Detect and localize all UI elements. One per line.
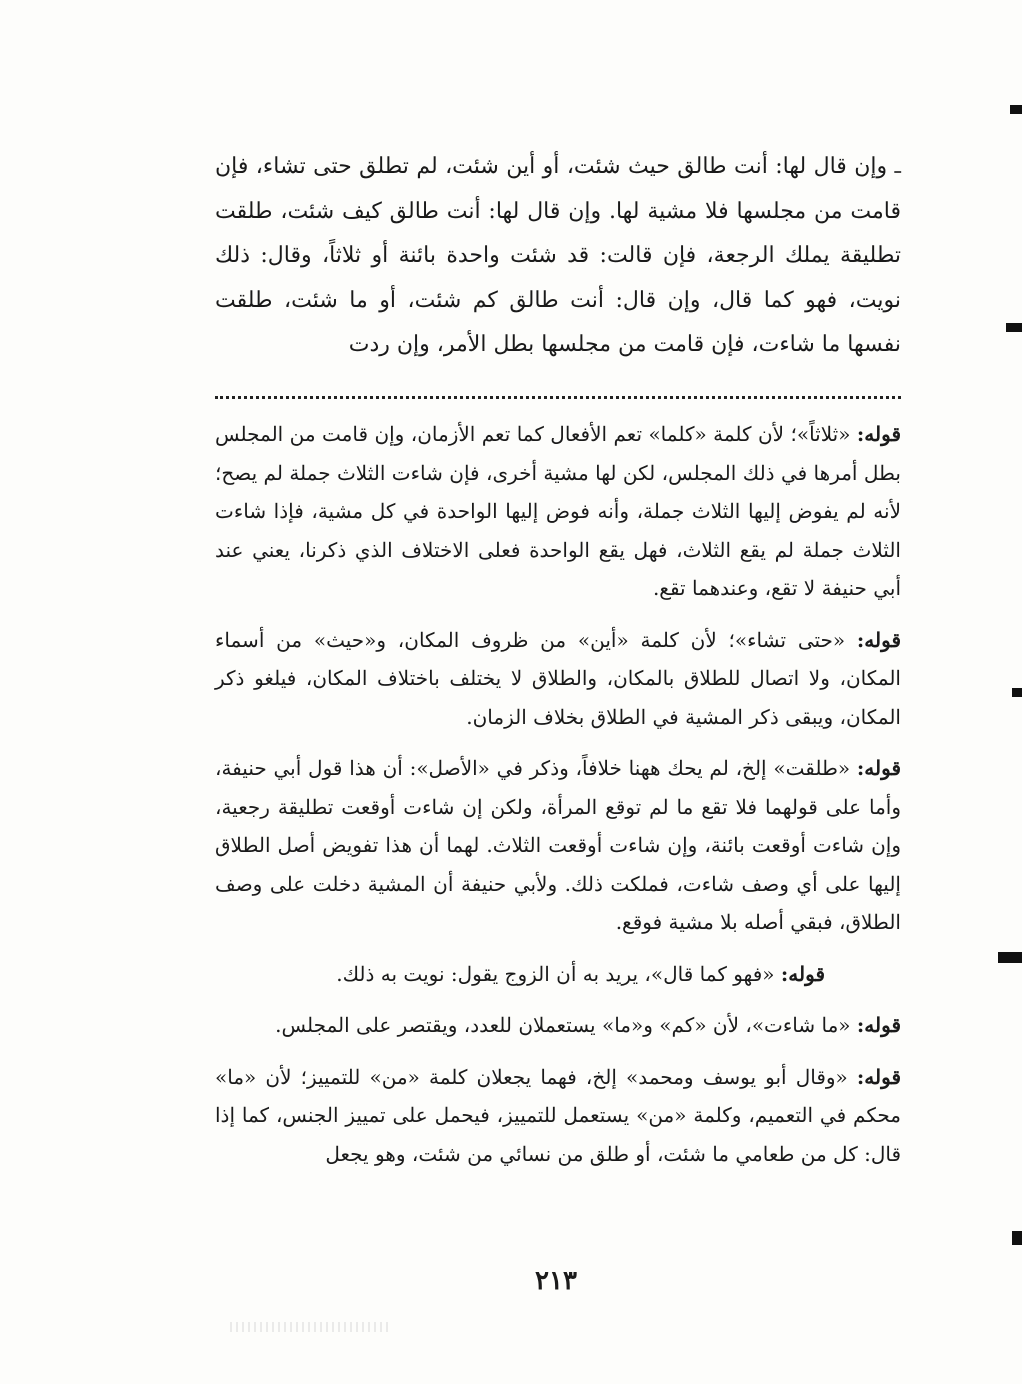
page-edge-mark xyxy=(998,952,1022,963)
page-edge-mark xyxy=(1006,323,1022,332)
page-edge-mark xyxy=(1012,1231,1022,1245)
page-edge-mark xyxy=(1010,105,1022,114)
commentary-label: قوله: xyxy=(856,756,901,780)
commentary-label: قوله: xyxy=(856,422,901,446)
commentary-label: قوله: xyxy=(856,1013,901,1037)
commentary-paragraph xyxy=(215,415,901,608)
commentary-label: قوله: xyxy=(856,627,901,652)
commentary xyxy=(215,415,901,1186)
commentary-paragraph xyxy=(215,955,901,994)
section-divider xyxy=(215,396,901,401)
page-number: ٢١٣ xyxy=(535,1266,577,1296)
commentary-label: قوله: xyxy=(856,1064,901,1089)
commentary-paragraph xyxy=(215,749,901,942)
commentary-paragraph xyxy=(215,1058,901,1174)
commentary-paragraph xyxy=(215,621,901,737)
commentary-paragraph xyxy=(215,1006,901,1045)
main-text-body: وإن قال لها: أنت طالق حيث شئت، أو أين شئت، لم تطلق حتى تشاء، فإن قامت من مجلسها فلا مشية لها. وإن قال لها: أنت طالق كيف شئت، طلقت تطليقة يملك الرجعة، فإن قالت: قد شئت واحدة بائنة أو ثلاثاً، وقال: ذلك نويت، فهو كما قال، وإن قال: أنت طالق كم شئت، أو ما شئت، طلقت نفسها ما شاءت، فإن قامت من مجلسها بطل الأمر، وإن ردت xyxy=(215,154,901,357)
commentary-text: «فهو كما قال»، يريد به أن الزوج يقول: نويت به ذلك. xyxy=(336,961,781,986)
commentary-text: «طلقت» إلخ، لم يحك ههنا خلافاً، وذكر في «الأصل»: أن هذا قول أبي حنيفة، وأما على قولهما فلا تقع ما لم توقع المرأة، ولكن إن شاءت أوقعت تطليقة رجعية، وإن شاءت أوقعت بائنة، وإن شاءت أوقعت الثلاث. لهما أن هذا تفويض أصل الطلاق إليها على أي وصف شاءت، فملكت ذلك. ولأبي حنيفة أن المشية دخلت على وصف الطلاق، فبقي أصله بلا مشية فوقع. xyxy=(215,756,902,934)
main-text xyxy=(215,145,901,368)
commentary-text: «ثلاثاً»؛ لأن كلمة «كلما» تعم الأفعال كما تعم الأزمان، وإن قامت من المجلس بطل أمرها في ذلك المجلس، لكن لها مشية أخرى، فإن شاءت الثلاث جملة لم يصح؛ لأنه لم يفوض إليها الثلاث جملة، وأنه فوض إليها الواحدة في كل مشية، فإذا شاءت الثلاث جملة لم يقع الثلاث، فهل يقع الواحدة فعلى الاختلاف الذي ذكرنا، يعني عند أبي حنيفة لا تقع، وعندهما تقع. xyxy=(215,422,901,600)
commentary-text: «حتى تشاء»؛ لأن كلمة «أين» من ظروف المكان، و«حيث» من أسماء المكان، ولا اتصال للطلاق بالمكان، والطلاق لا يختلف باختلاف المكان، فيلغو ذكر المكان، ويبقى ذكر المشية في الطلاق بخلاف الزمان. xyxy=(215,627,901,729)
commentary-text: «وقال أبو يوسف ومحمد» إلخ، فهما يجعلان كلمة «من» للتمييز؛ لأن «ما» محكم في التعميم، وكلمة «من» يستعمل للتمييز، فيحمل على تمييز الجنس، كما إذا قال: كل من طعامي ما شئت، أو طلق من نسائي من شئت، وهو يجعل xyxy=(215,1064,901,1166)
main-text-lead: ـ xyxy=(894,154,901,179)
commentary-text: «ما شاءت»، لأن «كم» و«ما» يستعملان للعدد، ويقتصر على المجلس. xyxy=(275,1013,857,1037)
scan-artifact xyxy=(230,1322,390,1332)
commentary-label: قوله: xyxy=(780,961,825,986)
page-edge-mark xyxy=(1012,688,1022,697)
